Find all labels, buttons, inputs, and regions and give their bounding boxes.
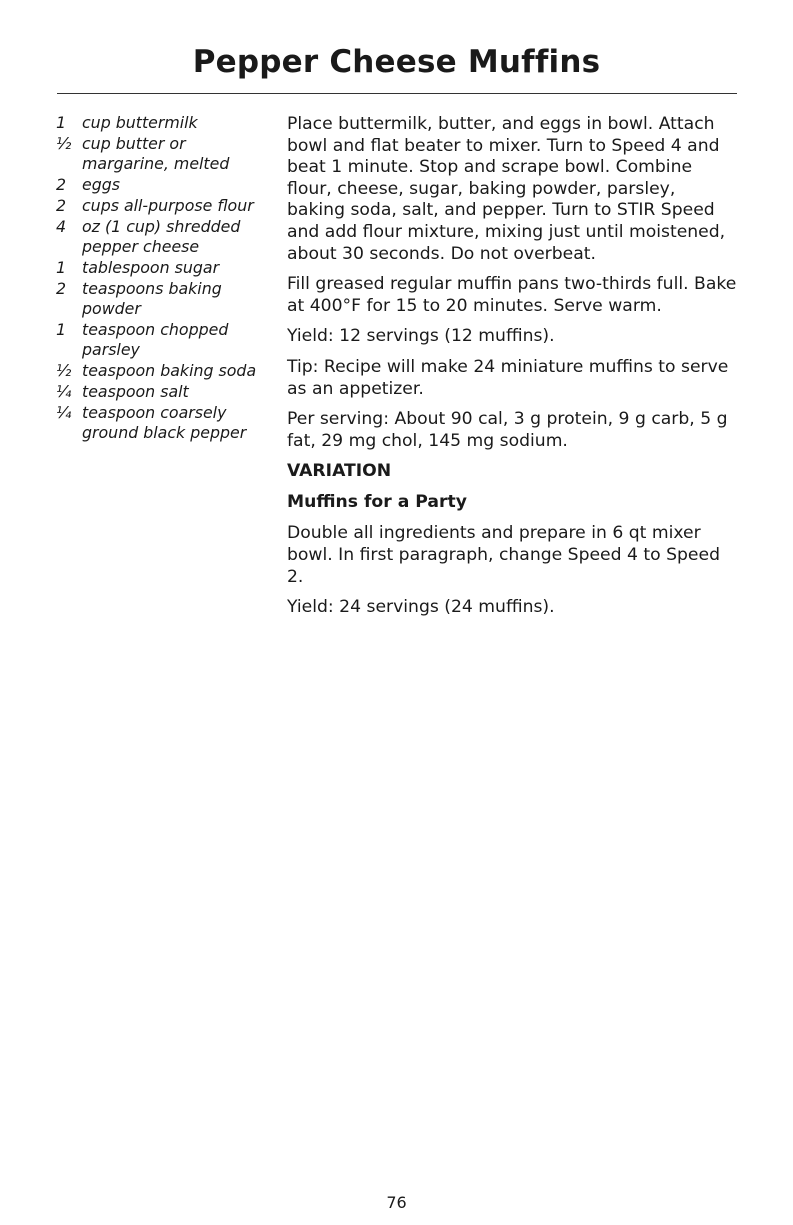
ingredient-quantity: 2 [56, 196, 67, 215]
ingredient-list [56, 113, 266, 444]
ingredient-text: teaspoon baking soda [82, 361, 257, 380]
variation-yield-text: Yield: 24 servings (24 muffins). [287, 597, 555, 618]
ingredient-item [56, 361, 266, 381]
ingredient-quantity: 2 [56, 175, 67, 194]
page-number: 76 [386, 1193, 407, 1212]
ingredient-quantity: 1 [56, 320, 67, 339]
variation-heading: VARIATION [287, 461, 392, 482]
ingredient-item [56, 217, 266, 257]
page-title: Pepper Cheese Muffins [192, 44, 601, 80]
ingredient-item [56, 382, 266, 402]
ingredient-quantity: 1 [56, 258, 67, 277]
nutrition-text: Per serving: About 90 cal, 3 g protein, 9 g carb, 5 g fat, 29 mg chol, 145 mg sodium. [287, 409, 728, 451]
ingredient-item [56, 134, 266, 174]
ingredient-item [56, 196, 266, 216]
ingredient-text: teaspoon chopped parsley [82, 320, 229, 359]
ingredient-quantity: ½ [56, 134, 72, 153]
directions-paragraph: Fill greased regular muffin pans two-thirds full. Bake at 400°F for 15 to 20 minutes. Serve warm. [287, 274, 737, 316]
ingredient-quantity: 2 [56, 279, 67, 298]
title-divider [57, 93, 737, 94]
ingredient-item [56, 258, 266, 278]
ingredient-quantity: ¼ [56, 382, 72, 401]
variation-subheading: Muffins for a Party [287, 492, 467, 513]
ingredient-text: teaspoon salt [82, 382, 189, 401]
yield-text: Yield: 12 servings (12 muffins). [287, 326, 555, 347]
ingredient-item [56, 403, 266, 443]
directions [287, 114, 737, 628]
ingredient-quantity: ¼ [56, 403, 72, 422]
ingredient-item [56, 279, 266, 319]
ingredient-quantity: ½ [56, 361, 72, 380]
ingredient-item [56, 320, 266, 360]
ingredient-text: cup butter or margarine, melted [82, 134, 230, 173]
directions-paragraph: Place buttermilk, butter, and eggs in bowl. Attach bowl and flat beater to mixer. Turn to Speed 4 and beat 1 minute. Stop and scrape bowl. Combine flour, cheese, sugar, baking powder, parsley, baking soda, salt, and pepper. Turn to STIR Speed and add flour mixture, mixing just until moistened, about 30 seconds. Do not overbeat. [287, 114, 726, 264]
variation-paragraph: Double all ingredients and prepare in 6 qt mixer bowl. In first paragraph, change Speed 4 to Speed 2. [287, 523, 720, 587]
ingredient-text: eggs [82, 175, 121, 194]
ingredient-text: teaspoon coarsely ground black pepper [82, 403, 247, 442]
tip-text: Tip: Recipe will make 24 miniature muffins to serve as an appetizer. [287, 356, 729, 399]
ingredient-text: teaspoons baking powder [82, 279, 222, 318]
ingredient-item [56, 113, 266, 133]
ingredient-quantity: 4 [56, 217, 67, 236]
ingredient-text: oz (1 cup) shredded pepper cheese [82, 217, 241, 256]
ingredient-item [56, 175, 266, 195]
ingredient-text: tablespoon sugar [82, 258, 220, 277]
ingredient-text: cups all-purpose flour [82, 196, 254, 215]
ingredient-quantity: 1 [56, 113, 67, 132]
ingredient-text: cup buttermilk [82, 113, 198, 132]
